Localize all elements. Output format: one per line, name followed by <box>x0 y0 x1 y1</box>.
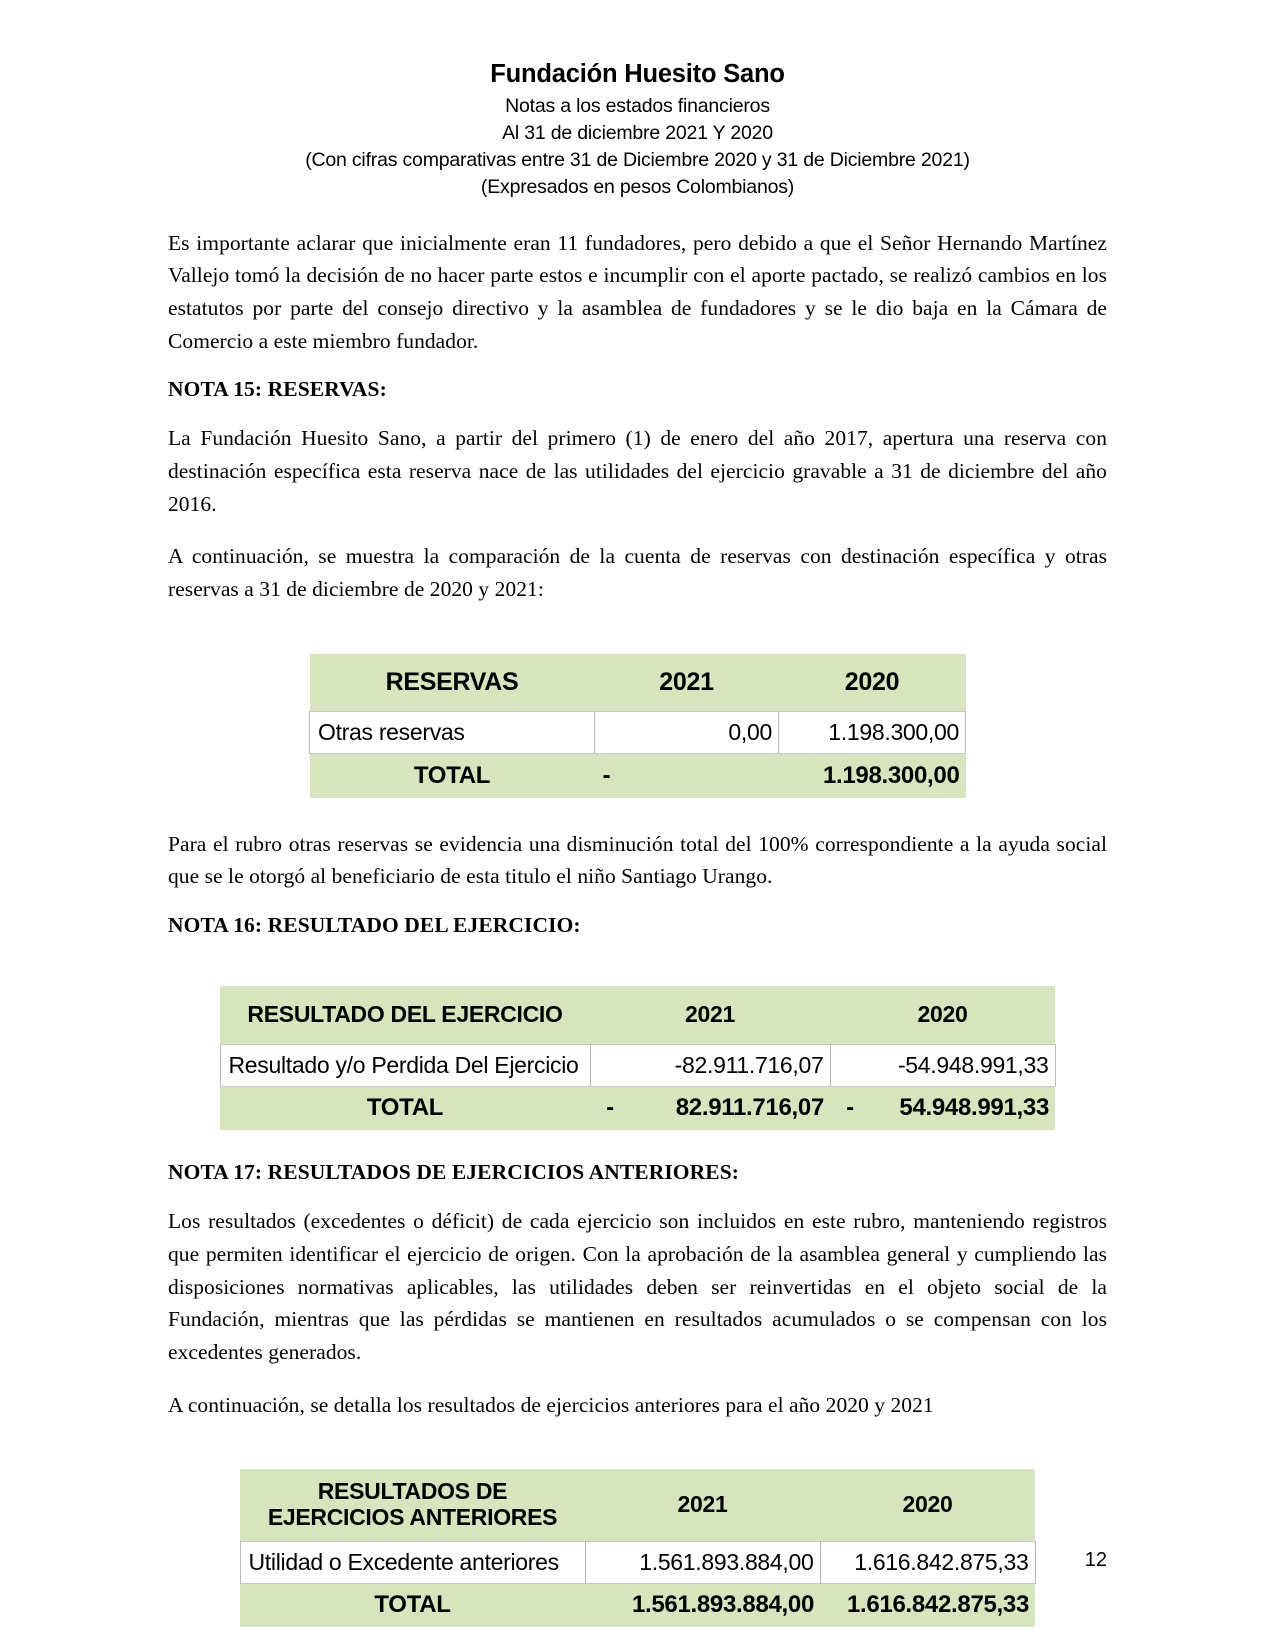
nota15-paragraph-1: La Fundación Huesito Sano, a partir del primero (1) de enero del año 2017, apertura una reserva con destinación específica esta reserva nace de las utilidades del ejercicio gravable a 31 de diciembre del año 2016. <box>168 426 1107 516</box>
table-total-row <box>220 1086 1055 1130</box>
table-row <box>240 1541 1035 1583</box>
header-subtitle-notes: Notas a los estados financieros <box>505 95 770 118</box>
resultados-anteriores-table-wrapper <box>168 1469 1107 1627</box>
resultado-header-label: RESULTADO DEL EJERCICIO <box>220 986 590 1044</box>
anteriores-header-label <box>240 1469 585 1541</box>
resultado-total-2021: 82.911.716,07 <box>630 1086 830 1130</box>
organization-title: Fundación Huesito Sano <box>490 60 785 88</box>
anteriores-header-line-2: EJERCICIOS ANTERIORES <box>267 1503 558 1530</box>
spacer <box>168 626 1107 654</box>
table-header-row <box>220 986 1055 1044</box>
table-row <box>310 712 966 754</box>
header-subtitle-currency: (Expresados en pesos Colombianos) <box>480 175 795 198</box>
anteriores-row-2020: 1.616.842.875,33 <box>820 1541 1035 1583</box>
nota17-paragraph-2: A continuación, se detalla los resultados de ejercicios anteriores para el año 2020 y 2021 <box>168 1392 934 1417</box>
reservas-total-2021 <box>619 754 779 798</box>
reservas-total-dash-2020 <box>779 754 801 798</box>
spacer <box>168 958 1107 986</box>
reservas-row-label: Otras reservas <box>310 712 595 754</box>
resultado-row-2021: -82.911.716,07 <box>590 1044 830 1086</box>
table-total-row <box>310 754 966 798</box>
nota15-paragraph-3: Para el rubro otras reservas se evidencia una disminución total del 100% correspondiente a la ayuda social que se le otorgó al beneficiario de esta titulo el niño Santiago Urango. <box>168 831 1107 889</box>
anteriores-header-line-1: RESULTADOS DE <box>317 1478 508 1505</box>
heading-nota-17: NOTA 17: RESULTADOS DE EJERCICIOS ANTERIORES: <box>168 1160 740 1185</box>
heading-nota-15: NOTA 15: RESERVAS: <box>168 377 387 402</box>
nota15-paragraph-2: A continuación, se muestra la comparación de la cuenta de reservas con destinación específica y otras reservas a 31 de diciembre de 2020 y 2021: <box>168 544 1107 602</box>
anteriores-row-label: Utilidad o Excedente anteriores <box>240 1541 585 1583</box>
anteriores-row-2021: 1.561.893.884,00 <box>585 1541 820 1583</box>
reservas-total-label: TOTAL <box>310 754 595 798</box>
reservas-table <box>309 654 966 798</box>
reservas-header-2020: 2020 <box>779 654 966 712</box>
reservas-row-2020: 1.198.300,00 <box>779 712 966 754</box>
page-number: 12 <box>1084 1549 1107 1571</box>
table-header-row <box>310 654 966 712</box>
anteriores-header-2020: 2020 <box>820 1469 1035 1541</box>
table-row <box>220 1044 1055 1086</box>
resultado-header-2021: 2021 <box>590 986 830 1044</box>
header-subtitle-comparative: (Con cifras comparativas entre 31 de Diciembre 2020 y 31 de Diciembre 2021) <box>305 148 970 171</box>
resultado-total-dash-2020: - <box>830 1086 870 1130</box>
resultado-row-2020: -54.948.991,33 <box>830 1044 1055 1086</box>
resultado-total-dash-2021: - <box>590 1086 630 1130</box>
spacer <box>168 798 1107 828</box>
table-total-row <box>240 1583 1035 1627</box>
nota17-paragraph-1: Los resultados (excedentes o déficit) de cada ejercicio son incluidos en este rubro, manteniendo registros que permiten identificar el ejercicio de origen. Con la aprobación de la asamblea general y cumpliendo las disposiciones normativas aplicables, las utilidades deben ser reinvertidas en el objeto social de la Fundación, mientras que las pérdidas se mantienen en resultados acumulados o se compensan con los excedentes generados. <box>168 1209 1107 1364</box>
resultado-total-label: TOTAL <box>220 1086 590 1130</box>
table-header-row <box>240 1469 1035 1541</box>
spacer <box>168 1441 1107 1469</box>
anteriores-total-2020: 1.616.842.875,33 <box>820 1583 1035 1627</box>
anteriores-total-2021: 1.561.893.884,00 <box>585 1583 820 1627</box>
heading-nota-16: NOTA 16: RESULTADO DEL EJERCICIO: <box>168 913 581 938</box>
anteriores-header-2021: 2021 <box>585 1469 820 1541</box>
reservas-row-2021: 0,00 <box>595 712 779 754</box>
resultado-total-2020: 54.948.991,33 <box>870 1086 1055 1130</box>
reservas-header-2021: 2021 <box>595 654 779 712</box>
anteriores-total-label: TOTAL <box>240 1583 585 1627</box>
resultado-ejercicio-table <box>220 986 1056 1130</box>
reservas-header-label: RESERVAS <box>310 654 595 712</box>
resultado-ejercicio-table-wrapper <box>168 986 1107 1130</box>
spacer <box>168 1130 1107 1160</box>
resultados-anteriores-table <box>240 1469 1036 1627</box>
intro-paragraph: Es importante aclarar que inicialmente eran 11 fundadores, pero debido a que el Señor Hernando Martínez Vallejo tomó la decisión de no hacer parte estos e incumplir con el aporte pactado, se realizó cambios en los estatutos por parte del consejo directivo y la asamblea de fundadores y se le dio baja en la Cámara de Comercio a este miembro fundador. <box>168 230 1107 353</box>
resultado-header-2020: 2020 <box>830 986 1055 1044</box>
resultado-row-label: Resultado y/o Perdida Del Ejercicio <box>220 1044 590 1086</box>
document-header <box>168 58 1107 201</box>
reservas-total-dash-2021: - <box>595 754 619 798</box>
reservas-table-wrapper <box>168 654 1107 798</box>
reservas-total-2020: 1.198.300,00 <box>801 754 966 798</box>
header-subtitle-date: Al 31 de diciembre 2021 Y 2020 <box>502 122 773 145</box>
